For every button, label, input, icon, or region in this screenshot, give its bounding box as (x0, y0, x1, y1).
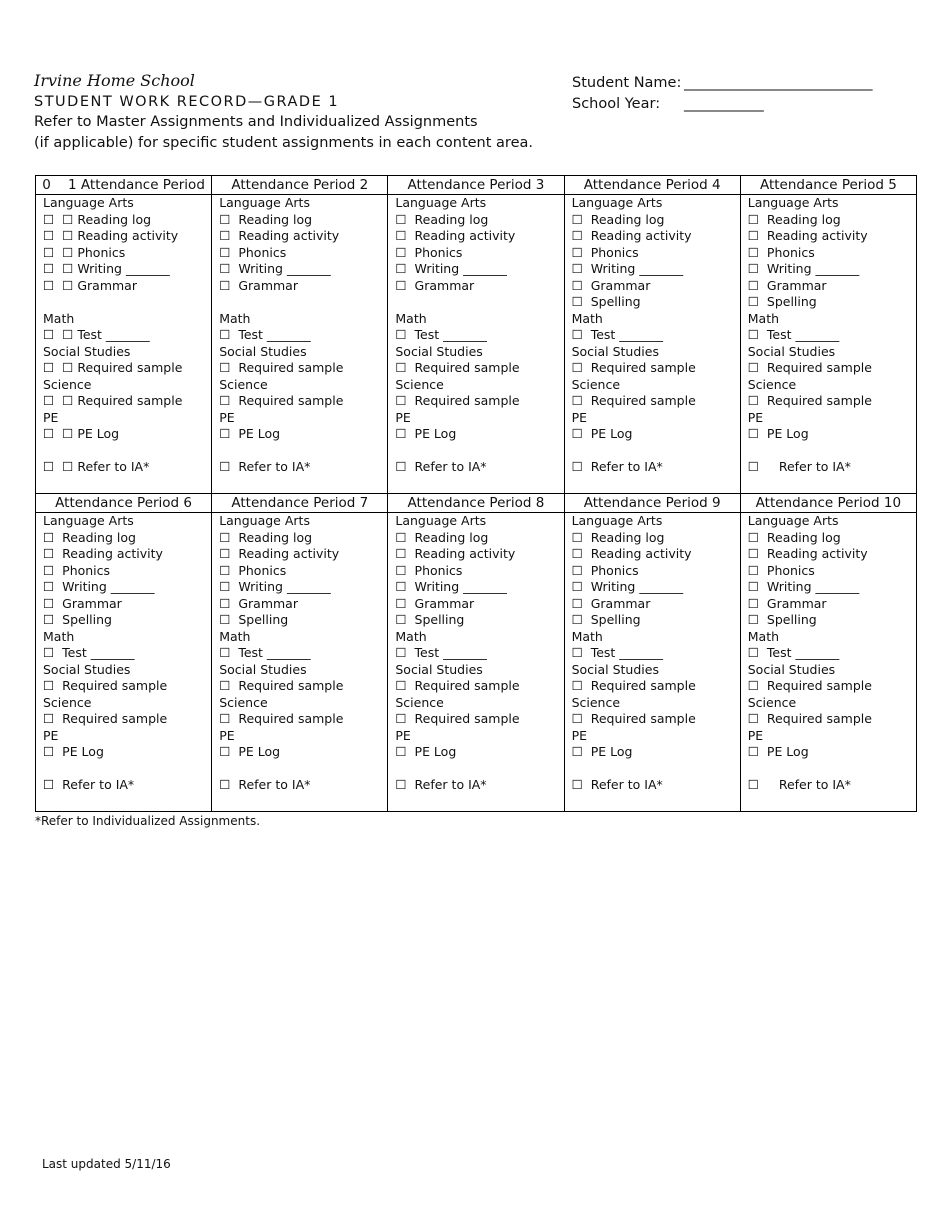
subject-heading: Language Arts (747, 195, 839, 210)
subject-heading: Language Arts (747, 513, 839, 528)
period-title: Attendance Period 8 (388, 494, 564, 513)
subject-heading: PE (571, 409, 587, 425)
checklist-item[interactable]: ☐ Refer to IA* (747, 459, 851, 474)
checklist-item[interactable]: ☐ PE Log (395, 744, 457, 759)
checklist-item[interactable]: ☐ Refer to IA* (219, 777, 311, 792)
subject-heading: Math (219, 310, 251, 326)
subject-heading: Language Arts (43, 195, 134, 210)
checklist-item[interactable]: ☐ Spelling (43, 612, 112, 627)
checklist-item[interactable]: ☐ ☐ Refer to IA* (43, 459, 150, 474)
checklist-item[interactable]: ☐ Test _______ (571, 327, 664, 342)
checklist-item[interactable]: ☐ Reading log (43, 529, 136, 545)
student-name-field[interactable]: __________________________ (684, 75, 873, 91)
checklist-item[interactable]: ☐ Test _______ (395, 327, 487, 342)
checklist-item[interactable]: ☐ Writing _______ (219, 261, 331, 276)
checklist-item[interactable]: ☐ Reading log (747, 211, 841, 227)
checklist-item[interactable]: ☐ Reading activity (43, 546, 163, 561)
subject-heading: Science (395, 376, 444, 392)
period-title: Attendance Period 10 (740, 494, 916, 513)
checklist-item[interactable]: ☐ ☐ Writing _______ (43, 261, 170, 276)
subject-heading: Science (43, 694, 92, 710)
period-body-row (36, 513, 917, 812)
checklist-item[interactable]: ☐ Grammar (219, 277, 298, 293)
spacer (748, 443, 916, 460)
checklist-item[interactable]: ☐ Required sample (571, 360, 696, 375)
school-name: Irvine Home School (34, 71, 195, 90)
checklist-item[interactable]: ☐ Writing _______ (219, 579, 331, 594)
checklist-item[interactable]: ☐ Spelling (219, 612, 289, 627)
document-header (34, 71, 533, 153)
checklist-item[interactable]: ☐ Phonics (219, 562, 287, 578)
subject-heading: Math (219, 628, 251, 644)
checklist-item[interactable]: ☐ Writing _______ (747, 579, 860, 594)
subject-heading: Science (43, 376, 92, 392)
instruction-line-1: Refer to Master Assignments and Individualized Assignments (34, 114, 478, 130)
checklist-item[interactable]: ☐ Reading activity (747, 546, 868, 561)
checklist-item[interactable]: ☐ Writing _______ (571, 579, 684, 594)
checklist-item[interactable]: ☐ Spelling (747, 612, 817, 627)
checklist-item[interactable]: ☐ Test _______ (219, 327, 311, 342)
subject-heading: Science (747, 694, 797, 710)
subject-heading: Math (43, 628, 75, 644)
period-title: Attendance Period 9 (564, 494, 740, 513)
period-title: Attendance Period 7 (212, 494, 388, 513)
period-cell (740, 513, 916, 812)
subject-heading: PE (747, 727, 764, 743)
subject-heading: Language Arts (395, 195, 487, 210)
checklist-item[interactable]: ☐ Writing _______ (395, 579, 507, 594)
checklist-item[interactable]: ☐ Refer to IA* (571, 777, 663, 792)
subject-heading: Social Studies (395, 661, 483, 677)
spacer (748, 761, 916, 778)
checklist-item[interactable]: ☐ Required sample (395, 678, 520, 693)
period-title: Attendance Period 3 (388, 176, 564, 195)
checklist-item[interactable]: ☐ Required sample (219, 393, 344, 408)
subject-heading: Language Arts (219, 195, 310, 210)
spacer (43, 294, 211, 311)
checklist-item[interactable]: ☐ Phonics (571, 562, 639, 578)
checklist-item[interactable]: ☐ Required sample (571, 393, 696, 408)
subject-heading: PE (43, 727, 59, 743)
checklist-item[interactable]: ☐ Writing _______ (571, 261, 684, 276)
spacer (43, 443, 211, 460)
checklist-item[interactable]: ☐ Writing _______ (395, 261, 507, 276)
checklist-item[interactable]: ☐ Phonics (747, 244, 815, 260)
subject-heading: PE (219, 727, 235, 743)
subject-heading: Language Arts (571, 513, 663, 528)
checklist-item[interactable]: ☐ PE Log (747, 426, 809, 441)
checklist-item[interactable]: ☐ PE Log (219, 426, 281, 441)
checklist-item[interactable]: ☐ Required sample (219, 360, 344, 375)
work-record-table (35, 175, 917, 812)
checklist-item[interactable]: ☐ ☐ Required sample (43, 360, 183, 375)
subject-heading: Social Studies (219, 661, 307, 677)
checklist-item[interactable]: ☐ ☐ Phonics (43, 244, 126, 260)
checklist-item[interactable]: ☐ Reading activity (395, 546, 516, 561)
subject-heading: PE (219, 409, 235, 425)
spacer (395, 761, 563, 778)
spacer (43, 761, 211, 778)
footnote: *Refer to Individualized Assignments. (35, 814, 261, 828)
period-title: 0 1 Attendance Period (36, 176, 212, 195)
checklist-item[interactable]: ☐ Grammar (747, 277, 827, 293)
checklist-item[interactable]: ☐ Test _______ (395, 645, 487, 660)
checklist-item[interactable]: ☐ Grammar (395, 277, 475, 293)
school-year-field[interactable]: ___________ (684, 95, 764, 112)
student-info (572, 73, 873, 114)
period-header-row (36, 176, 917, 195)
spacer (219, 294, 387, 311)
subject-heading: PE (571, 727, 587, 743)
checklist-item[interactable]: ☐ PE Log (571, 426, 633, 441)
checklist-item[interactable]: ☐ Writing _______ (747, 261, 860, 276)
checklist-item[interactable]: ☐ Phonics (395, 244, 463, 260)
checklist-item[interactable]: ☐ Grammar (571, 595, 651, 611)
period-title: Attendance Period 4 (564, 176, 740, 195)
subject-heading: PE (395, 727, 411, 743)
period-cell (564, 195, 740, 494)
subject-heading: Social Studies (747, 661, 836, 677)
checklist-item[interactable]: ☐ Spelling (571, 612, 641, 627)
checklist-item[interactable]: ☐ ☐ Reading log (43, 211, 152, 227)
period-cell (212, 513, 388, 812)
period-body-row (36, 195, 917, 494)
checklist-item[interactable]: ☐ Grammar (43, 595, 122, 611)
subject-heading: Social Studies (571, 343, 659, 359)
checklist-item[interactable]: ☐ Required sample (395, 393, 520, 408)
subject-heading: Social Studies (219, 343, 307, 359)
subject-heading: Language Arts (219, 513, 310, 528)
period-cell (36, 513, 212, 812)
checklist-item[interactable]: ☐ Grammar (571, 277, 651, 293)
checklist-item[interactable]: ☐ Required sample (571, 711, 696, 726)
checklist-item[interactable]: ☐ Grammar (395, 595, 475, 611)
document-title: STUDENT WORK RECORD—GRADE 1 (34, 93, 340, 110)
checklist-item[interactable]: ☐ Reading activity (571, 228, 692, 243)
subject-heading: Math (571, 310, 603, 326)
checklist-item[interactable]: ☐ Spelling (395, 612, 465, 627)
checklist-item[interactable]: ☐ Phonics (219, 244, 287, 260)
subject-heading: Language Arts (395, 513, 487, 528)
checklist-item[interactable]: ☐ ☐ PE Log (43, 426, 120, 441)
period-cell (212, 195, 388, 494)
subject-heading: Science (747, 376, 797, 392)
checklist-item[interactable]: ☐ PE Log (571, 744, 633, 759)
checklist-item[interactable]: ☐ PE Log (219, 744, 281, 759)
checklist-item[interactable]: ☐ Required sample (43, 678, 168, 693)
subject-heading: Math (395, 310, 427, 326)
period-title: Attendance Period 2 (212, 176, 388, 195)
subject-heading: PE (395, 409, 411, 425)
subject-heading: Math (43, 310, 75, 326)
checklist-item[interactable]: ☐ Required sample (395, 360, 520, 375)
checklist-item[interactable]: ☐ Refer to IA* (219, 459, 311, 474)
checklist-item[interactable]: ☐ Reading log (395, 211, 489, 227)
checklist-item[interactable]: ☐ ☐ Required sample (43, 393, 183, 408)
spacer (572, 761, 740, 778)
checklist-item[interactable]: ☐ Required sample (43, 711, 168, 726)
checklist-item[interactable]: ☐ Required sample (747, 678, 872, 693)
checklist-item[interactable]: ☐ Reading log (219, 529, 313, 545)
checklist-item[interactable]: ☐ Writing _______ (43, 579, 155, 594)
checklist-item[interactable]: ☐ Test _______ (219, 645, 311, 660)
checklist-item[interactable]: ☐ Test _______ (43, 645, 135, 660)
subject-heading: PE (43, 409, 59, 425)
subject-heading: Science (571, 694, 621, 710)
checklist-item[interactable]: ☐ Required sample (219, 711, 344, 726)
checklist-item[interactable]: ☐ Grammar (747, 595, 827, 611)
checklist-item[interactable]: ☐ Reading activity (747, 228, 868, 243)
checklist-item[interactable]: ☐ Required sample (747, 393, 872, 408)
checklist-item[interactable]: ☐ Phonics (571, 244, 639, 260)
checklist-item[interactable]: ☐ Required sample (747, 360, 872, 375)
checklist-item[interactable]: ☐ PE Log (747, 744, 809, 759)
checklist-item[interactable]: ☐ Spelling (747, 294, 817, 309)
subject-heading: Language Arts (43, 513, 134, 528)
subject-heading: Social Studies (571, 661, 659, 677)
spacer (395, 294, 563, 311)
checklist-item[interactable]: ☐ PE Log (43, 744, 104, 759)
checklist-item[interactable]: ☐ Refer to IA* (395, 459, 487, 474)
subject-heading: Social Studies (747, 343, 836, 359)
subject-heading: Social Studies (43, 343, 131, 359)
checklist-item[interactable]: ☐ Refer to IA* (395, 777, 487, 792)
checklist-item[interactable]: ☐ Reading activity (395, 228, 516, 243)
checklist-item[interactable]: ☐ Reading activity (219, 228, 340, 243)
period-cell (388, 195, 564, 494)
checklist-item[interactable]: ☐ Grammar (219, 595, 298, 611)
checklist-item[interactable]: ☐ Spelling (571, 294, 641, 309)
checklist-item[interactable]: ☐ Required sample (747, 711, 872, 726)
instruction-line-2: (if applicable) for specific student assignments in each content area. (34, 134, 533, 151)
spacer (219, 443, 387, 460)
checklist-item[interactable]: ☐ Required sample (571, 678, 696, 693)
checklist-item[interactable]: ☐ Test _______ (571, 645, 664, 660)
subject-heading: Social Studies (43, 661, 131, 677)
checklist-item[interactable]: ☐ Test _______ (747, 327, 840, 342)
checklist-item[interactable]: ☐ Required sample (219, 678, 344, 693)
subject-heading: Science (219, 376, 268, 392)
period-title: Attendance Period 6 (36, 494, 212, 513)
checklist-item[interactable]: ☐ Phonics (395, 562, 463, 578)
student-name-label: Student Name: (572, 75, 682, 91)
period-cell (564, 513, 740, 812)
checklist-item[interactable]: ☐ ☐ Reading activity (43, 228, 179, 243)
checklist-item[interactable]: ☐ Phonics (43, 562, 111, 578)
subject-heading: Science (219, 694, 268, 710)
period-cell (36, 195, 212, 494)
checklist-item[interactable]: ☐ Reading activity (571, 546, 692, 561)
period-title: Attendance Period 5 (740, 176, 916, 195)
subject-heading: PE (747, 409, 764, 425)
subject-heading: Math (747, 310, 780, 326)
subject-heading: Language Arts (571, 195, 663, 210)
checklist-item[interactable]: ☐ ☐ Grammar (43, 277, 137, 293)
school-year-label: School Year: (572, 95, 661, 112)
checklist-item[interactable]: ☐ Reading log (395, 529, 489, 545)
subject-heading: Math (395, 628, 427, 644)
checklist-item[interactable]: ☐ Refer to IA* (747, 777, 851, 792)
subject-heading: Math (571, 628, 603, 644)
subject-heading: Science (571, 376, 621, 392)
checklist-item[interactable]: ☐ Test _______ (747, 645, 840, 660)
subject-heading: Social Studies (395, 343, 483, 359)
checklist-item[interactable]: ☐ Reading log (219, 211, 313, 227)
checklist-item[interactable]: ☐ Reading activity (219, 546, 340, 561)
last-updated: Last updated 5/11/16 (42, 1157, 171, 1171)
period-cell (388, 513, 564, 812)
spacer (572, 443, 740, 460)
checklist-item[interactable]: ☐ ☐ Test _______ (43, 327, 150, 342)
checklist-item[interactable]: ☐ Phonics (747, 562, 815, 578)
subject-heading: Math (747, 628, 780, 644)
period-cell (740, 195, 916, 494)
checklist-item[interactable]: ☐ PE Log (395, 426, 457, 441)
checklist-item[interactable]: ☐ Refer to IA* (571, 459, 663, 474)
checklist-item[interactable]: ☐ Reading log (747, 529, 841, 545)
checklist-item[interactable]: ☐ Required sample (395, 711, 520, 726)
period-header-row (36, 494, 917, 513)
subject-heading: Science (395, 694, 444, 710)
checklist-item[interactable]: ☐ Refer to IA* (43, 777, 135, 792)
spacer (219, 761, 387, 778)
spacer (395, 443, 563, 460)
checklist-item[interactable]: ☐ Reading log (571, 211, 665, 227)
checklist-item[interactable]: ☐ Reading log (571, 529, 665, 545)
